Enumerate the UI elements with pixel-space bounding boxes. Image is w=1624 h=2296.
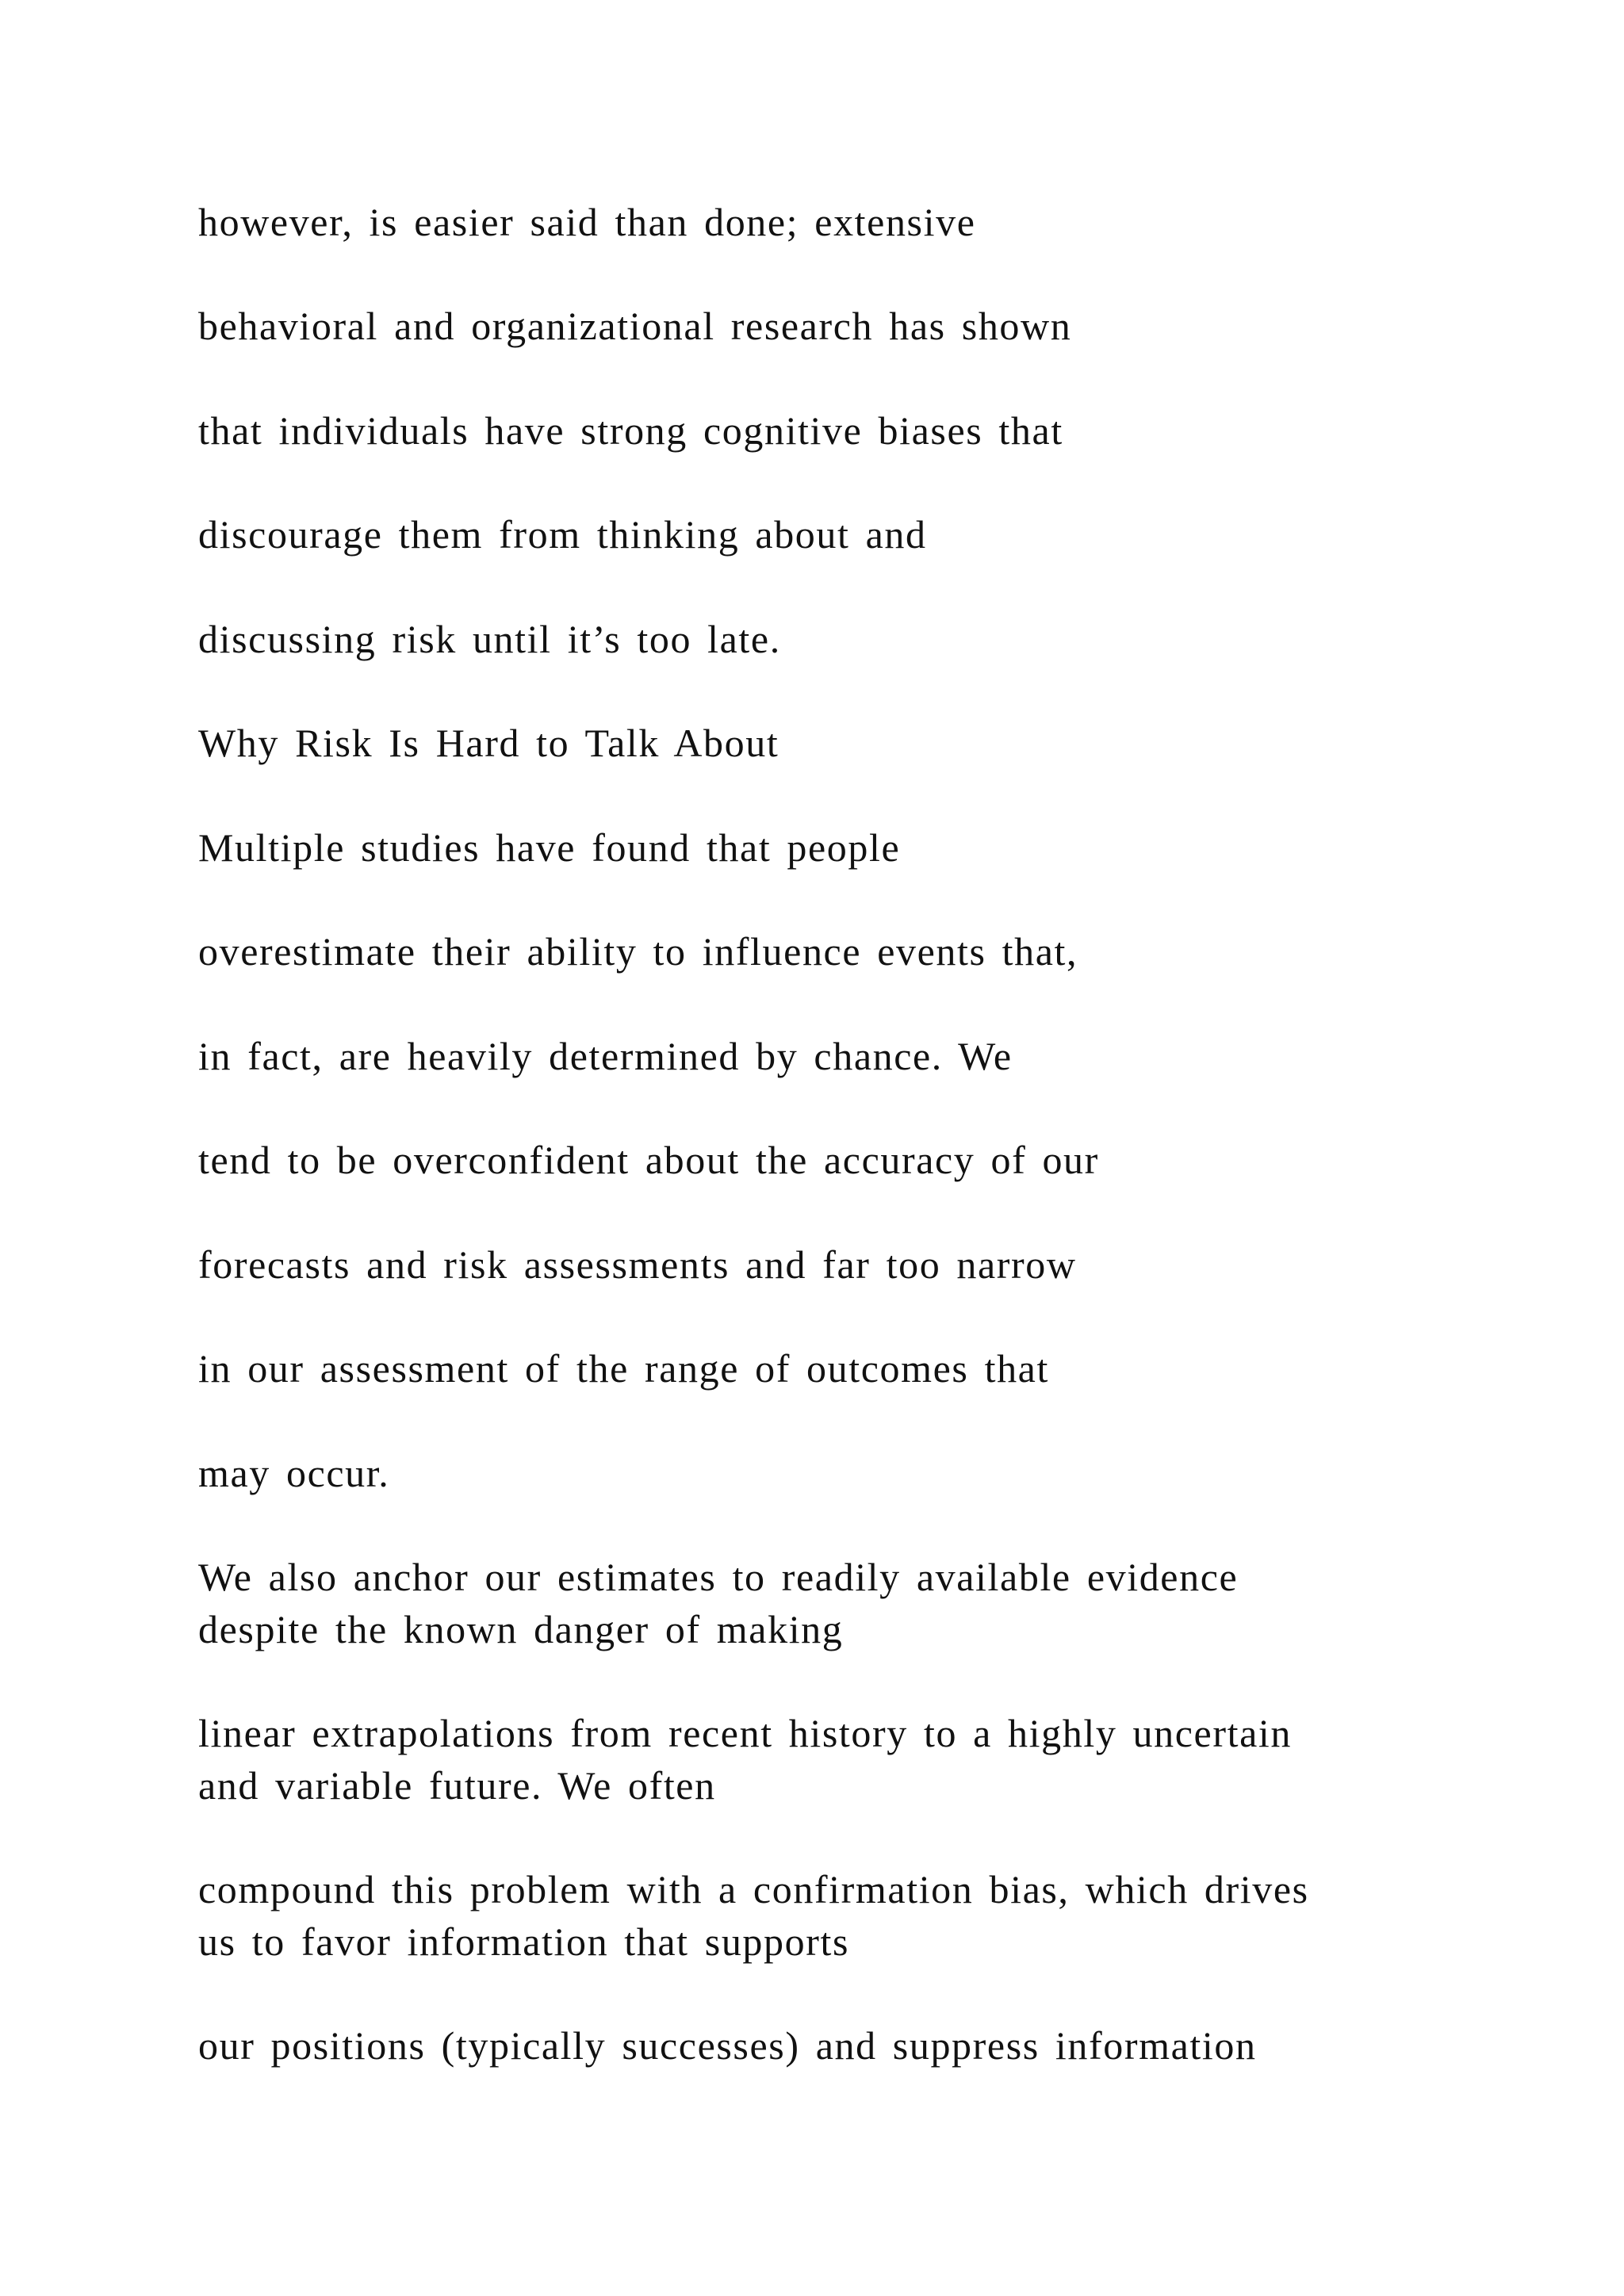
text-line: forecasts and risk assessments and far too narrow [198, 1242, 1077, 1287]
text-line: discourage them from thinking about and [198, 512, 927, 557]
text-line: discussing risk until it’s too late. [198, 617, 781, 661]
text-line: tend to be overconfident about the accuracy of our [198, 1138, 1099, 1182]
text-line: us to favor information that supports [198, 1919, 850, 1964]
section-heading: Why Risk Is Hard to Talk About [198, 721, 779, 765]
text-line: however, is easier said than done; extensive [198, 200, 976, 244]
text-line: and variable future. We often [198, 1763, 716, 1808]
text-line: behavioral and organizational research has shown [198, 304, 1072, 348]
text-line: our positions (typically successes) and suppress information [198, 2023, 1257, 2068]
text-line: in our assessment of the range of outcomes that [198, 1346, 1049, 1391]
text-line: compound this problem with a confirmation bias, which drives [198, 1867, 1309, 1911]
text-line: may occur. [198, 1451, 390, 1495]
text-line: in fact, are heavily determined by chance. We [198, 1034, 1013, 1078]
text-line: overestimate their ability to influence events that, [198, 929, 1078, 974]
text-line: that individuals have strong cognitive biases that [198, 408, 1063, 453]
text-line: Multiple studies have found that people [198, 825, 901, 870]
text-line: We also anchor our estimates to readily available evidence [198, 1555, 1239, 1599]
text-line: despite the known danger of making [198, 1607, 844, 1651]
text-line: linear extrapolations from recent history to a highly uncertain [198, 1711, 1292, 1755]
